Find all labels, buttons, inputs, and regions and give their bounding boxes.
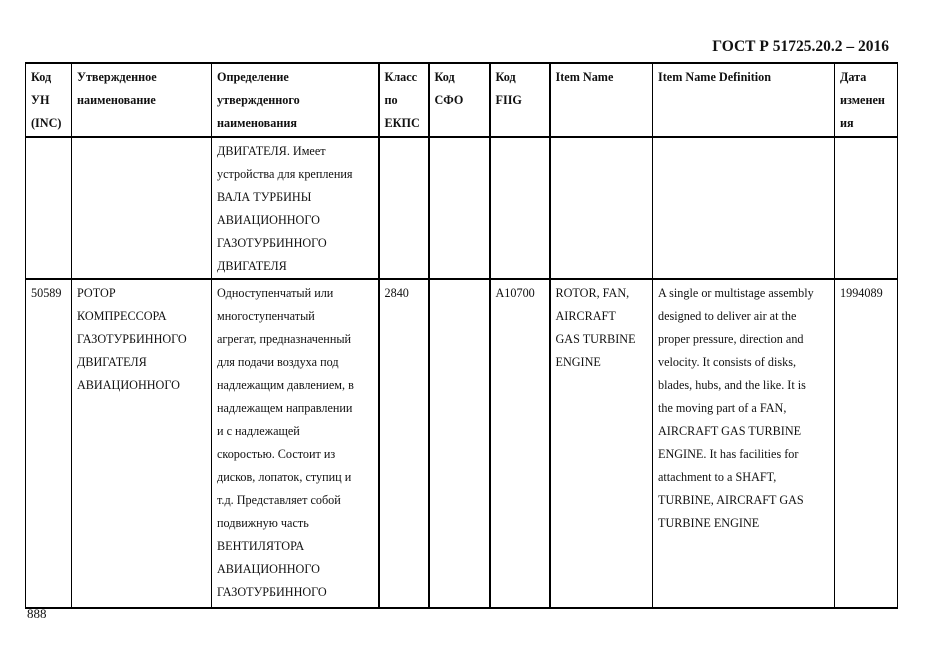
cell-line: наименование [77, 93, 156, 107]
cell-sfo-code [429, 137, 490, 279]
cell-line: ENGINE. It has facilities for [658, 447, 799, 461]
cell-line: ROTOR, FAN, [555, 286, 630, 300]
cell-line: ВАЛА ТУРБИНЫ [217, 190, 312, 204]
cell-line: (INC) [31, 116, 62, 130]
table-row [26, 279, 898, 608]
cell-line: 2840 [384, 286, 409, 300]
header-item-name-definition [653, 63, 835, 137]
cell-item-name-definition [653, 137, 835, 279]
cell-ekps-class [379, 279, 429, 608]
header-sfo-code [429, 63, 490, 137]
cell-line: 50589 [31, 286, 62, 300]
header-fiig-code [490, 63, 550, 137]
cell-line: подвижную часть [217, 516, 309, 530]
cell-line: AIRCRAFT [555, 309, 616, 323]
cell-line: скоростью. Состоит из [217, 447, 336, 461]
cell-fiig-code [490, 137, 550, 279]
header-item-name [550, 63, 653, 137]
cell-line: proper pressure, direction and [658, 332, 804, 346]
header-change-date [835, 63, 898, 137]
cell-line: надлежащем направлении [217, 401, 353, 415]
cell-line: Определение [217, 70, 289, 84]
header-inc [26, 63, 72, 137]
cell-line: ГАЗОТУРБИННОГО [217, 236, 327, 250]
cell-line: изменен [840, 93, 885, 107]
cell-line: TURBINE, AIRCRAFT GAS [658, 493, 804, 507]
cell-line: ДВИГАТЕЛЯ [77, 355, 147, 369]
cell-approved-name [72, 137, 212, 279]
cell-line: AIRCRAFT GAS TURBINE [658, 424, 802, 438]
cell-line: Одноступенчатый или [217, 286, 334, 300]
cell-line: многоступенчатый [217, 309, 315, 323]
cell-line: ВЕНТИЛЯТОРА [217, 539, 305, 553]
cell-ekps-class [379, 137, 429, 279]
cell-line: A10700 [495, 286, 535, 300]
cell-line: velocity. It consists of disks, [658, 355, 797, 369]
cell-change-date [835, 279, 898, 608]
cell-line: ГАЗОТУРБИННОГО [77, 332, 187, 346]
cell-line: designed to deliver air at the [658, 309, 797, 323]
cell-line: устройства для крепления [217, 167, 353, 181]
cell-item-name [550, 279, 653, 608]
cell-line: Класс [384, 70, 418, 84]
cell-sfo-code [429, 279, 490, 608]
cell-line: Item Name [555, 70, 614, 84]
cell-line: attachment to a SHAFT, [658, 470, 777, 484]
cell-line: АВИАЦИОННОГО [77, 378, 180, 392]
cell-approved-name [72, 279, 212, 608]
cell-inc [26, 137, 72, 279]
cell-line: АВИАЦИОННОГО [217, 562, 320, 576]
cell-line: Код [434, 70, 455, 84]
cell-line: УН [31, 93, 50, 107]
cell-line: ENGINE [555, 355, 601, 369]
cell-line: АВИАЦИОННОГО [217, 213, 320, 227]
cell-change-date [835, 137, 898, 279]
cell-line: FIIG [495, 93, 522, 107]
cell-line: дисков, лопаток, ступиц и [217, 470, 352, 484]
cell-fiig-code [490, 279, 550, 608]
cell-line: для подачи воздуха под [217, 355, 339, 369]
cell-line: Утвержденное [77, 70, 157, 84]
header-row [26, 63, 898, 137]
cell-line: и с надлежащей [217, 424, 300, 438]
cell-line: Дата [840, 70, 867, 84]
cell-item-name [550, 137, 653, 279]
cell-item-name-definition [653, 279, 835, 608]
cell-line: КОМПРЕССОРА [77, 309, 167, 323]
cell-line: Код [31, 70, 52, 84]
cell-definition-ru [212, 279, 379, 608]
cell-line: ГАЗОТУРБИННОГО [217, 585, 327, 599]
cell-line: наименования [217, 116, 297, 130]
cell-line: СФО [434, 93, 464, 107]
page-number: 888 [27, 606, 47, 621]
document-title: ГОСТ Р 51725.20.2 – 2016 [712, 38, 889, 55]
cell-line: ДВИГАТЕЛЯ [217, 259, 287, 273]
cell-line: надлежащим давлением, в [217, 378, 354, 392]
header-definition [212, 63, 379, 137]
table-row [26, 137, 898, 279]
cell-line: the moving part of a FAN, [658, 401, 787, 415]
header-approved-name [72, 63, 212, 137]
cell-line: агрегат, предназначенный [217, 332, 352, 346]
header-ekps-class [379, 63, 429, 137]
cell-line: по [384, 93, 398, 107]
catalog-table [25, 62, 898, 609]
cell-line: утвержденного [217, 93, 300, 107]
cell-definition-ru [212, 137, 379, 279]
cell-line: TURBINE ENGINE [658, 516, 760, 530]
cell-line: ЕКПС [384, 116, 420, 130]
cell-line: Код [495, 70, 516, 84]
cell-line: blades, hubs, and the like. It is [658, 378, 806, 392]
cell-line: ия [840, 116, 854, 130]
cell-inc [26, 279, 72, 608]
cell-line: РОТОР [77, 286, 116, 300]
cell-line: A single or multistage assembly [658, 286, 814, 300]
cell-line: Item Name Definition [658, 70, 772, 84]
cell-line: ДВИГАТЕЛЯ. Имеет [217, 144, 326, 158]
cell-line: GAS TURBINE [555, 332, 636, 346]
cell-line: 1994089 [840, 286, 883, 300]
cell-line: т.д. Представляет собой [217, 493, 341, 507]
